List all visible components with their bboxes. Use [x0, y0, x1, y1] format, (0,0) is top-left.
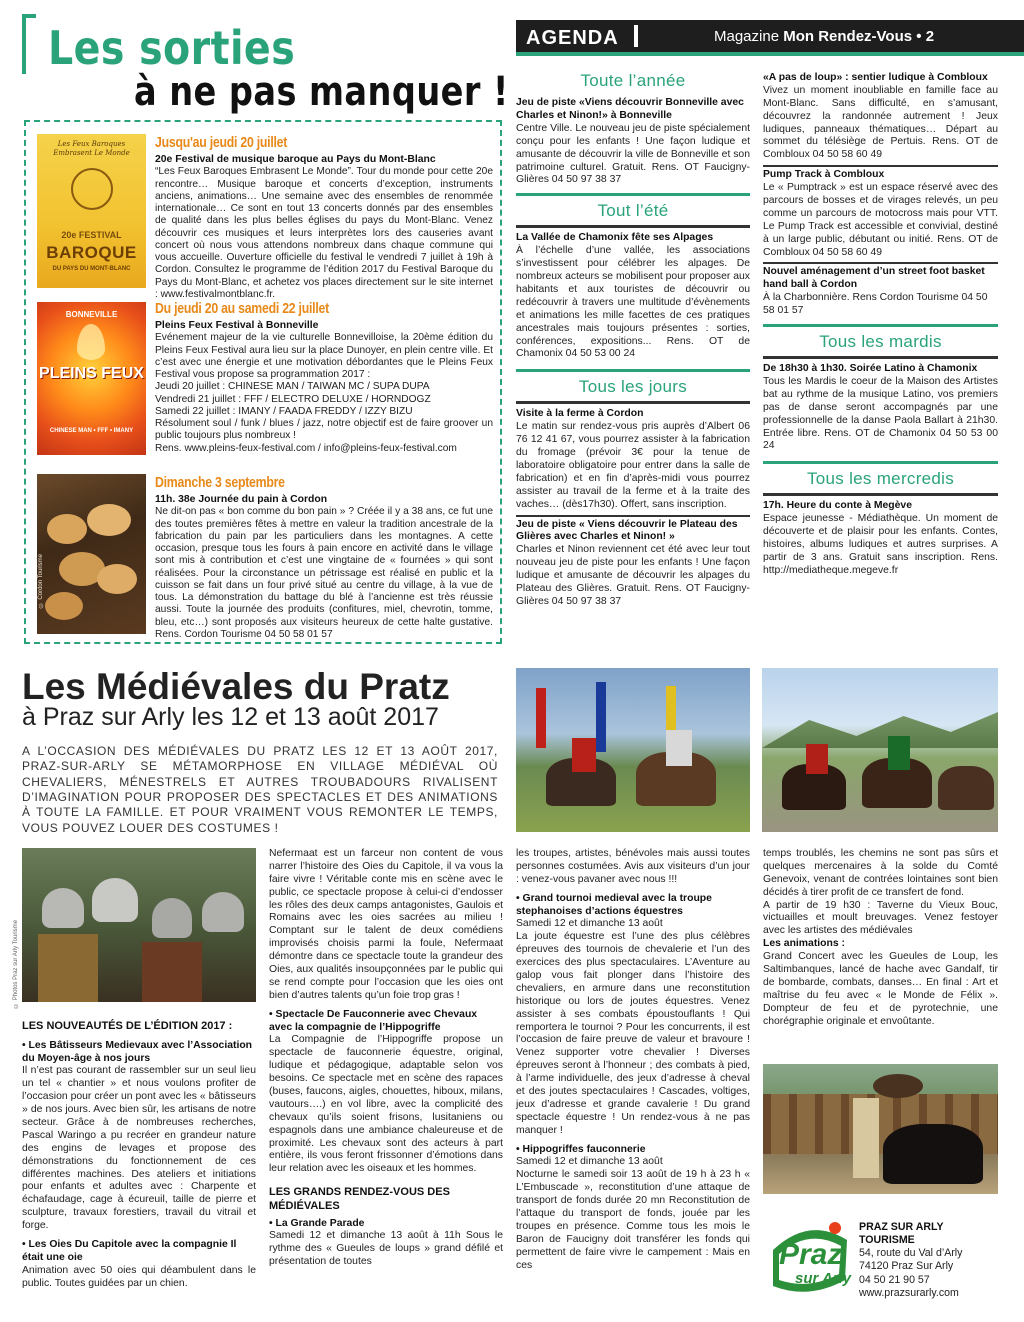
rule [763, 324, 998, 327]
sortie-2-line-3: Vendredi 21 juillet : FFF / ELECTRO DELUXE / HORNDOGZ [155, 393, 431, 405]
agenda-col-b [763, 72, 998, 578]
parade-body: Samedi 12 et dimanche 13 août à 11h Sous le rythme des « Gueules de loups » grand défilé et présentation de toutes [269, 1230, 503, 1268]
helmet [202, 892, 244, 932]
rule [763, 262, 998, 264]
mercredis-item-body: Espace jeunesse - Médiathèque. Un moment de découverte et de plaisir pour les enfants. Contes, histoires, albums ludiques et autres surprises. A partir de 3 ans. Gratuit sans inscription. Rens. http://mediatheque.megeve.fr [763, 513, 998, 576]
tout-lete-item-body: À l’échelle d’une vallée, les associations s’investissent pour célébrer les alpages. De nombreux acteurs se mobilisent pour proposer aux habitants et aux touristes de découvrir ou redécouvrir à travers une multitude d’évènements et animations les mille facettes de ces pratiques ancestrales mais toujours présentes : sorties, conférences, expositions... Rens. OT de Chamonix 04 50 53 00 24 [516, 245, 750, 360]
helmet [152, 898, 192, 938]
sortie-2-line-6: Rens. www.pleins-feux-festival.com / info@pleins-feux-festival.com [155, 442, 457, 454]
animations-body: Grand Concert avec les Gueules de Loup, les Saltimbanques, lancé de hache avec Gandalf, tir de bombarde, combats, danses… En final : Art et maîtrise du feu avec « le Monde de Félix ». Dompteur de feu et de pyrotechnie, une chorégraphie originale et envoûtante. [763, 951, 998, 1027]
parade-title: • La Grande Parade [269, 1217, 365, 1229]
medievales-intro: A L’OCCASION DES MÉDIÉVALES DU PRATZ LES 12 ET 13 AOÛT 2017, PRAZ-SUR-ARLY SE MÉTAMORPHOSE EN VILLAGE MÉDIÉVAL OÙ CHEVALIERS, MÉNESTRELS ET AUTRES TROUBADOURS RIVALISENT D’IMAGINATION POUR PROPOSER DES SPECTACLES ET DES ANIMATIONS À TOUTE LA FAMILLE. ET POUR VRAIMENT VOUS REMONTER LE TEMPS, VOUS POUVEZ LOUER DES COSTUMES ! [22, 744, 498, 835]
bread-loaf [97, 564, 137, 594]
medievales-col2 [269, 848, 503, 1269]
sun-icon [829, 1222, 841, 1234]
baroque-poster-big: BAROQUE [46, 243, 137, 262]
sortie-2-line-4: Samedi 22 juillet : IMANY / FAADA FREDDY / IZZY BIZU [155, 405, 413, 417]
helmet [42, 888, 84, 928]
flag [596, 682, 606, 752]
magazine-label [714, 28, 934, 47]
soldiers-helmets-photo [22, 848, 256, 1002]
bread-loaf [87, 504, 131, 536]
taverne-body: A partir de 19 h30 : Taverne du Vieux Bouc, victuailles et moult breuvages. Venez festoyer avec les artistes des médiévales [763, 899, 998, 937]
contact-block [859, 1221, 1009, 1300]
mountain [762, 708, 998, 748]
baroque-poster [37, 134, 146, 288]
mercredis-item-title: 17h. Heure du conte à Megève [763, 500, 912, 512]
praz-logo-word: Praz [779, 1238, 843, 1271]
grands-rdv-heading: LES GRANDS RENDEZ-VOUS DES MÉDIÉVALES [269, 1186, 450, 1212]
sortie-2-date: Du jeudi 20 au samedi 22 juillet [155, 300, 329, 317]
tournoi-date: Samedi 12 et dimanche 13 août [516, 918, 663, 930]
bread-loaf [45, 592, 83, 620]
knights-riders-photo [762, 668, 998, 832]
medievales-photo-credit: © Photos Praz sur Arly Tourisme [13, 920, 19, 1008]
baroque-ornament [71, 168, 113, 210]
knights-parade-photo [516, 668, 750, 832]
agenda-banner [516, 20, 1024, 52]
tous-les-jours-item1-title: Visite à la ferme à Cordon [516, 408, 644, 420]
contact-phone: 04 50 21 90 57 [859, 1273, 930, 1286]
flame-icon [77, 324, 105, 360]
rule [516, 225, 750, 228]
falconer [853, 1098, 879, 1178]
rule [516, 515, 750, 517]
oies-story-body: Nefermaat est un farceur non content de vous narrer l’histoire des Oies du Capitole, il va vous la faire vivre ! Véritable conte mis en scène avec le public, ce spectacle propose à celui-ci d’endosser les rôles des deux camps antagonistes, Gaulois et Romains avec les oies sacrées au milieu ! Comptant sur le talent de deux comédiens improvisés choisis parmi la foule, Nefermaat démontre dans ce spectacle toute la grandeur des Oies, aux qualités insoupçonnées par le public qui se rend compte pour l’occasion que les oies ont bien d’autres talents qu’un foie trop gras ! [269, 848, 503, 1001]
right-item2-title: Pump Track à Combloux [763, 169, 885, 181]
rule [516, 369, 750, 372]
right-item1-body: Vivez un moment inoubliable en famille face au Mont-Blanc. Sans difficulté, en s’amusant, découvrez la randonnée autrement ! Jeux ludiques, panneaux thématiques… Départ au sommet du télésiège de Pertuis. Rens. OT de Combloux 04 50 58 60 49 [763, 84, 998, 161]
rule [763, 461, 998, 464]
tournoi-body: La joute équestre est l’une des plus célèbres épreuves des tournois de chevalerie et l’un des exercices des plus spectaculaires. L’Aventure au galop vous fait plonger dans l’histoire des chevaliers, en armure dans une reconstitution historique ou lors de joutes équestres. Venez assister à ses combats époustouflants ! Qui remportera le tournoi ? Pour les concurrents, il est l’occasion de faire preuve de valeur et bravoure ! Venez supporter votre chevalier ! Diverses épreuves seront à l’honneur ; des combats à pied, à l’arme individuelle, des jeux d’adresse à cheval et des joutes spectaculaires ! Cascades, voltiges, jeux d’adresse et grande cavalerie ! Du grand spectacle équestre ! Un rendez-vous à ne pas manquer ! [516, 931, 750, 1136]
oies-title: • Les Oies Du Capitole avec la compagnie Il était une oie [22, 1238, 237, 1263]
sortie-2-title: Pleins Feux Festival à Bonneville [155, 319, 319, 331]
medievales-col3 [516, 848, 750, 1273]
medievales-col4 [763, 848, 998, 1028]
oies-body: Animation avec 50 oies qui déambulent dans le public. Toutes guidées par un chien. [22, 1264, 256, 1289]
praz-logo-sub: sur Arly [795, 1270, 852, 1287]
sortie-3 [155, 474, 493, 641]
bread-loaf [47, 514, 87, 544]
contact-city: 74120 Praz Sur Arly [859, 1260, 954, 1273]
heading-toute-annee: Toute l’année [580, 71, 686, 90]
mardis-item-title: De 18h30 à 1h30. Soirée Latino à Chamonix [763, 363, 978, 375]
medievales-title: Les Médiévales du Pratz [22, 666, 450, 707]
pleinsfeux-poster-top: BONNEVILLE [65, 310, 118, 319]
sortie-1 [155, 134, 493, 301]
sorties-title-line2: à ne pas manquer ! [134, 69, 509, 115]
embuscade-body-cont: temps troublés, les chemins ne sont pas sûrs et quelques mercenaires à la solde du Comté Genevoix, venant de contrées lointaines sont bien décidés à tirer profit de ce transfert de fond. [763, 848, 998, 898]
contact-address: 54, route du Val d’Arly [859, 1247, 963, 1260]
tout-lete-item-title: La Vallée de Chamonix fête ses Alpages [516, 232, 714, 244]
agenda-banner-accent [516, 52, 1024, 56]
sortie-2-line-5: Résolument soul / funk / blues / jazz, notre objectif est de faire groover un public toujours plus nombreux ! [155, 418, 493, 442]
tunic [142, 942, 202, 1002]
batisseurs-body: Il n’est pas courant de rassembler sur un seul lieu un tel « chantier » et nous voulons profiter de l’occasion pour créer un pont avec les « bâtisseurs » de nos jours. Avec bien sûr, les artisans de notre secteur. Grâce à de nombreuses recherches, Pascal Waringo a pu recréer en grandeur nature des engins de levages et propose des démonstrations du fonctionnement de ces différentes machines. Des ateliers et initiations pour enfants et adultes avec : Charpente et échafaudage, cage à écureuil, taille de pierre et sculpture, travaux forestiers, travail du vitrail et forge. [22, 1065, 256, 1232]
rider-cloak [666, 730, 692, 766]
rule [763, 493, 998, 496]
right-item2-body: Le « Pumptrack » est un espace réservé avec des parcours de bosses et de virages relevés, un peu comme un parcours de motocross mais pour VTT. Le Pump Track est accessible et convivial, destiné à un large public, débutant ou initié. Rens. OT de Combloux 04 50 58 60 49 [763, 182, 998, 258]
contact-name: PRAZ SUR ARLY TOURISME [859, 1221, 944, 1247]
bread-photo [37, 474, 146, 634]
right-item3-body: À la Charbonnière. Rens Cordon Tourisme 04 50 58 01 57 [763, 292, 988, 317]
sortie-2-line-2: Jeudi 20 juillet : CHINESE MAN / TAIWAN MC / SUPA DUPA [155, 381, 430, 393]
medievales-col1 [22, 1020, 256, 1291]
rule [763, 356, 998, 359]
heading-tous-les-jours: Tous les jours [578, 377, 688, 397]
pleinsfeux-poster [37, 302, 146, 455]
rider-cloak [572, 738, 596, 772]
sortie-1-body: “Les Feux Baroques Embrasent Le Monde”. Tour du monde pour cette 20e rencontre… Musique baroque et concerts d’exception, instruments anciens, animations… Une semaine avec des ensembles de renommée internationale… Ce sont en tout 13 concerts donnés par des ensembles de qualité dans les plus belles églises du pays du Mont-Blanc. Venez découvrir ces musiques et leurs interprètes lors des causeries avant concert où nous vous attendons nombreux dans chaque commune qui vous accueille. Ouverture officielle du festival le vendredi 7 juillet à 19h à Cordon. Consultez le programme de l’édition 2017 du Festival Baroque du Pays du Mont-Blanc, et achetez vos places directement sur le site internet : www.festivalmontblanc.fr. [155, 166, 493, 300]
rider-cloak [888, 736, 910, 770]
magazine-word: Magazine [714, 28, 780, 45]
batisseurs-title: • Les Bâtisseurs Medievaux avec l’Association du Moyen-âge à nos jours [22, 1039, 253, 1064]
fauconnerie-body: La Compagnie de l’Hippogriffe propose un spectacle de fauconnerie équestre, original, ludique et pédagogique, adaptable selon vos besoins. Ce spectacle met en scène des rapaces (buses, faucons, aigles, chouettes, hiboux, milans, vautours….) en vol libre, avec la complicité des chevaux qu’ils soient frisons, lusitaniens ou espagnols dans une ambiance chaleureuse et de proximité. Les chevaux sont des acteurs à part entière, ils vous feront frissonner d’émotions dans leur relation avec les oiseaux et les hommes. [269, 1034, 503, 1175]
header-corner-mark [22, 14, 36, 74]
tous-les-jours-item2-body: Charles et Ninon reviennent cet été avec leur tout nouveau jeu de piste pour les enfants ! Une façon ludique et amusante de découvrir les alpages du Plateau des Glières. Gratuit. Rens. OT Faucigny-Glières 04 50 97 38 37 [516, 544, 750, 607]
tous-les-jours-item1-body: Le matin sur rendez-vous pris auprès d’Albert 06 76 12 41 67, vous pourrez assister à la fabrication du fromage (prévoir 3€ pour la tenue de laboratoire obligatoire pour entrer dans la salle de fabrication) et en fin d’après-midi vous pourrez assister au travail de la ferme et à la traite des vaches… (dès17h30). Offert, sans inscription. [516, 421, 750, 510]
hippogriffes-body: Nocturne le samedi soir 13 août de 19 h à 23 h « L’Embuscade », reconstitution d’une attaque de transport de fonds durée 20 mn Reconstitution de l’attaque du transport de fonds, jouée par les troupes en présence. Comme tous les mois le Baron de Faucigny doit transférer les fonds qui permettent de faire vivre le campement : Mais en ces [516, 1169, 750, 1271]
sortie-1-date: Jusqu'au jeudi 20 juillet [155, 134, 288, 151]
sortie-1-title: 20e Festival de musique baroque au Pays du Mont-Blanc [155, 153, 436, 165]
nouveautes-heading: LES NOUVEAUTÉS DE L’ÉDITION 2017 : [22, 1020, 233, 1032]
medievales-subtitle: à Praz sur Arly les 12 et 13 août 2017 [22, 703, 439, 731]
bread-photo-credit: © Cordon Tourisme [38, 554, 44, 608]
hippogriffes-date: Samedi 12 et dimanche 13 août [516, 1156, 663, 1168]
rule [516, 401, 750, 404]
agenda-label: AGENDA [526, 27, 619, 49]
flag [536, 688, 546, 748]
tous-les-jours-item2-title: Jeu de piste « Viens découvrir le Plateau des Glières avec Charles et Ninon! » [516, 518, 738, 543]
sorties-header [14, 6, 509, 124]
baroque-poster-bottom: DU PAYS DU MONT-BLANC [52, 266, 131, 272]
pleinsfeux-poster-bottom: CHINESE MAN • FFF • IMANY [49, 428, 134, 434]
hippogriffes-title: • Hippogriffes fauconnerie [516, 1143, 646, 1155]
falconer-horse-photo [763, 1064, 998, 1194]
contact-web-link[interactable]: www.prazsurarly.com [859, 1286, 959, 1299]
sortie-2 [155, 300, 493, 455]
toute-annee-item-body: Centre Ville. Le nouveau jeu de piste spécialement conçu pour les enfants ! Une façon ludique et amusante de découvrir la ville de Bonneville et son patrimoine culturel. Gratuit. Rens. OT Faucigny-Glières 04 50 97 38 37 [516, 122, 750, 186]
animations-title: Les animations : [763, 938, 845, 950]
helmet [92, 878, 138, 922]
heading-tous-les-mercredis: Tous les mercredis [806, 469, 955, 489]
horse [938, 766, 994, 810]
rider-cloak [806, 744, 828, 774]
pleinsfeux-poster-big: PLEINS FEUX [39, 365, 144, 382]
tunic [38, 934, 98, 1002]
horse [883, 1124, 983, 1184]
eagle [873, 1074, 923, 1098]
sortie-2-line-1: Evénement majeur de la vie culturelle Bonnevilloise, la 20ème édition du Pleins Feux Festival aura lieu sur la place Dunoyer, en plein centre ville. Et c’est avec une énergie et une motivation débordantes que le Pleins Feux Festival vous propose sa programmation 2017 : [155, 332, 493, 381]
baroque-poster-sub: 20e FESTIVAL [61, 230, 122, 240]
right-item3-title: Nouvel aménagement d’un street foot basket hand ball à Cordon [763, 266, 985, 291]
sortie-3-body: Ne dit-on pas « bon comme du bon pain » ? Créée il y a 38 ans, ce fut une des toutes premières fêtes à mettre en valeur la tradition ancestrale de la fabrication du pain par les particuliers dans les montagnes. A cette occasion, presque tous les fours à pain encore en activité dans le village sont mis à contribution et c’est une vingtaine de « fournées » qui sont réalisées. Pour la circonstance un pétrissage est réalisé en public et la cuisson se fait dans un four privé situé au centre du village, à la vue de tous. La démonstration du battage du blé à l’ancienne est très réussie aussi. Toute la journée des produits (confitures, miel, chevrotin, tomme, bleu, etc…) sont proposés aux visiteurs heureux de cette halte gustative. Rens. Cordon Tourisme 04 50 58 01 57 [155, 506, 493, 640]
sorties-title-line1: Les sorties [48, 21, 296, 75]
right-item1-title: «A pas de loup» : sentier ludique à Combloux [763, 72, 988, 83]
rule [516, 193, 750, 196]
rule [763, 165, 998, 167]
agenda-divider [634, 25, 638, 47]
tournoi-title: • Grand tournoi medieval avec la troupe stephanoises d’actions équestres [516, 892, 712, 917]
praz-logo [765, 1210, 853, 1302]
sortie-3-title: 11h. 38e Journée du pain à Cordon [155, 493, 328, 505]
mardis-item-body: Tous les Mardis le coeur de la Maison des Artistes bat au rythme de la musique Latino, vos premiers pas de danse seront accompagnés par une professionnelle de la danse Paola Ballart à 21h30. Entrée libre. Rens. OT de Chamonix 04 50 53 00 24 [763, 376, 998, 452]
parade-body-cont: les troupes, artistes, bénévoles mais aussi toutes personnes costumées. Avis aux visiteurs d’un jour : venez-vous pavaner avec nous !!! [516, 848, 750, 885]
magazine-name: Mon Rendez-Vous • 2 [783, 28, 935, 45]
baroque-poster-top: Les Feux Baroques Embrasent Le Monde [53, 140, 130, 157]
fauconnerie-title: • Spectacle De Fauconnerie avec Chevaux avec la compagnie de l’Hippogriffe [269, 1008, 478, 1033]
agenda-col-a [516, 70, 750, 609]
sortie-3-date: Dimanche 3 septembre [155, 474, 285, 491]
heading-tous-les-mardis: Tous les mardis [819, 332, 942, 352]
toute-annee-item-title: Jeu de piste «Viens découvrir Bonneville avec Charles et Ninon!» à Bonneville [516, 97, 744, 121]
heading-tout-lete: Tout l’été [597, 201, 669, 221]
